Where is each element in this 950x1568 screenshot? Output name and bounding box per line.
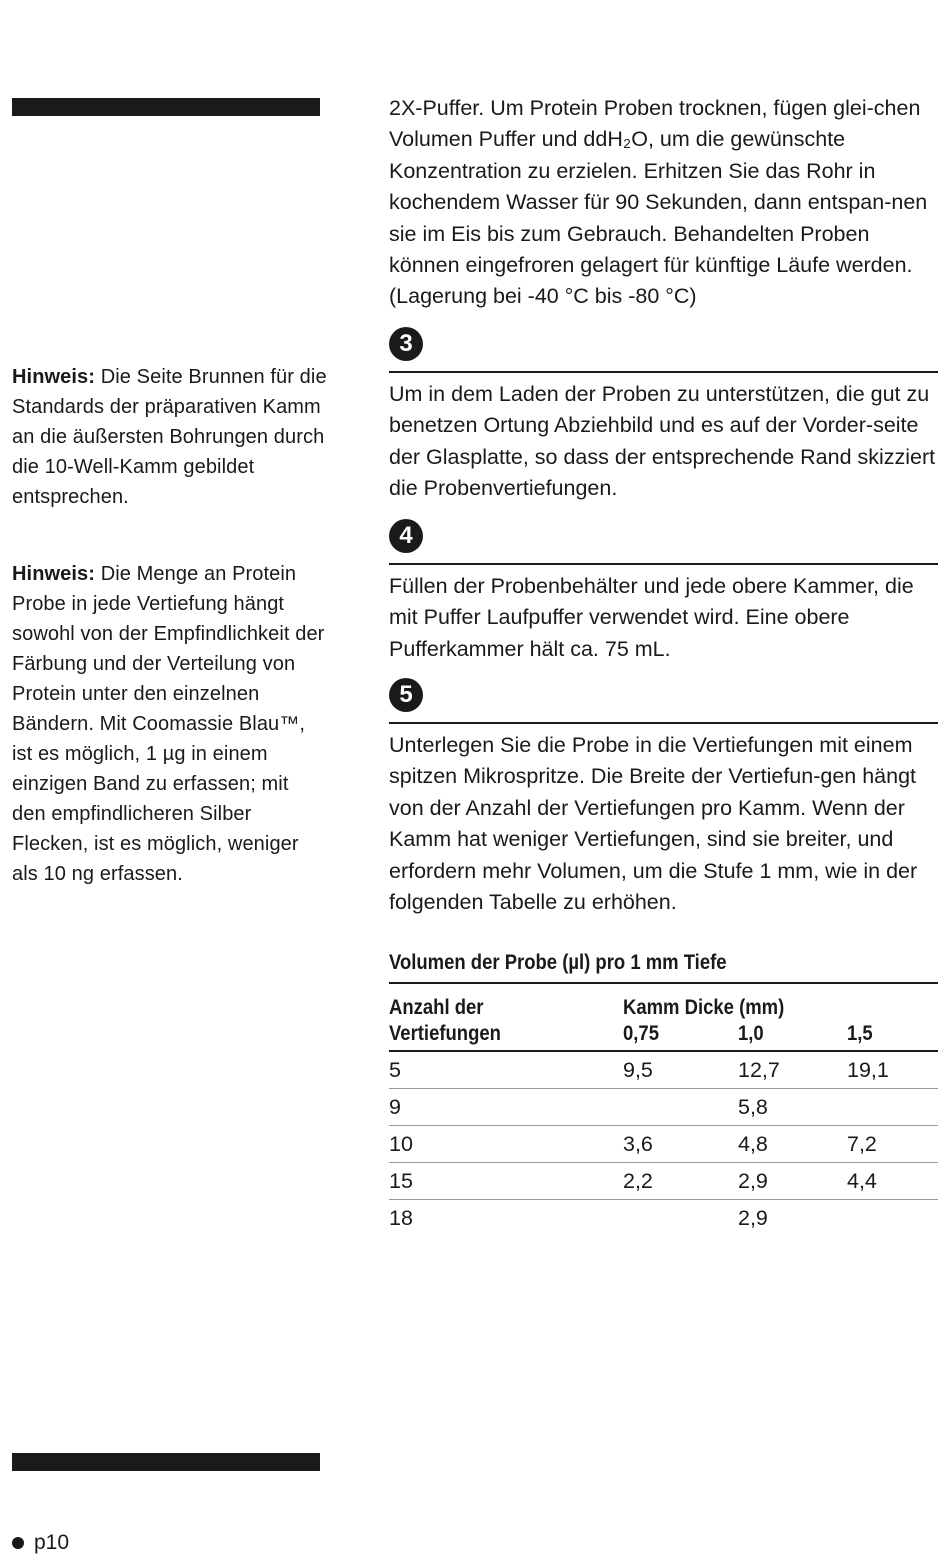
table-row: 9 5,8 [389,1089,938,1126]
step-divider [389,371,938,373]
top-sidebar-bar [12,98,320,116]
page-number: p10 [34,1531,70,1554]
table-top-rule [389,982,938,984]
table-row: 18 2,9 [389,1206,768,1230]
note-label: Hinweis: [12,563,96,585]
column-header-wells-line1: Anzahl der [389,996,484,1019]
step-4 [389,519,938,661]
intro-paragraph: 2X-Puffer. Um Protein Proben trocknen, fügen glei-chen Volumen Puffer und ddH₂O, um die gewünschte Konzentration zu erzielen. Erhitzen Sie das Rohr in kochendem Wasser für 90 Sekunden, dann entspan-nen sie im Eis bis zum Gebrauch. Behandelten Proben können eingefroren gelagert für künftige Läufe werden. (Lagerung bei -40 °C bis -80 °C) [389,96,928,309]
step-5 [389,678,938,915]
group-header-comb-thickness: Kamm Dicke (mm) [623,996,785,1019]
note-text: Die Menge an Protein Probe in jede Vertiefung hängt sowohl von der Empfindlichkeit der Färbung und der Verteilung von Protein unter den einzelnen Bändern. Mit Coomassie Blau™, ist es möglich, 1 µg in einem einzigen Band zu erfassen; mit den empfindlicheren Silber Flecken, ist es möglich, weniger als 10 ng erfassen. [12,563,325,885]
note-text: Die Seite Brunnen für die Standards der präparativen Kamm an die äußersten Bohrungen durch die 10-Well-Kamm gebildet entsprechen. [12,366,327,508]
step-3 [389,327,938,501]
step-text: Füllen der Probenbehälter und jede obere Kammer, die mit Puffer Laufpuffer verwendet wird. Eine obere Pufferkammer hält ca. 75 mL. [389,574,914,661]
step-number-badge: 5 [389,678,423,712]
sidebar-note-2 [12,559,327,889]
step-text: Um in dem Laden der Proben zu unterstützen, die gut zu benetzen Ortung Abziehbild und es auf der Vorder-seite der Glasplatte, so dass der entsprechende Rand skizziert die Probenvertiefungen. [389,382,936,501]
table-row: 10 3,6 4,8 7,2 [389,1126,938,1163]
step-divider [389,722,938,724]
step-number-badge: 3 [389,327,423,361]
page-footer [12,1531,69,1555]
bullet-icon [12,1537,24,1549]
column-header-15: 1,5 [847,1022,873,1045]
note-label: Hinweis: [12,366,96,388]
step-number-badge: 4 [389,519,423,553]
bottom-sidebar-bar [12,1453,320,1471]
table-row: 5 9,5 12,7 19,1 [389,1052,938,1089]
column-header-075: 0,75 [623,1022,659,1045]
step-text: Unterlegen Sie die Probe in die Vertiefungen mit einem spitzen Mikrospritze. Die Breite der Vertiefun-gen hängt von der Anzahl der Vertiefungen pro Kamm. Wenn der Kamm hat weniger Vertiefungen, sind sie breiter, und erfordern mehr Volumen, um die Stufe 1 mm, wie in der folgenden Tabelle zu erhöhen. [389,733,918,915]
sidebar-note-1 [12,362,327,512]
step-divider [389,563,938,565]
table-title: Volumen der Probe (µl) pro 1 mm Tiefe [389,951,727,974]
column-header-wells-line2: Vertiefungen [389,1022,501,1045]
column-header-10: 1,0 [738,1022,764,1045]
table-row: 15 2,2 2,9 4,4 [389,1163,938,1200]
